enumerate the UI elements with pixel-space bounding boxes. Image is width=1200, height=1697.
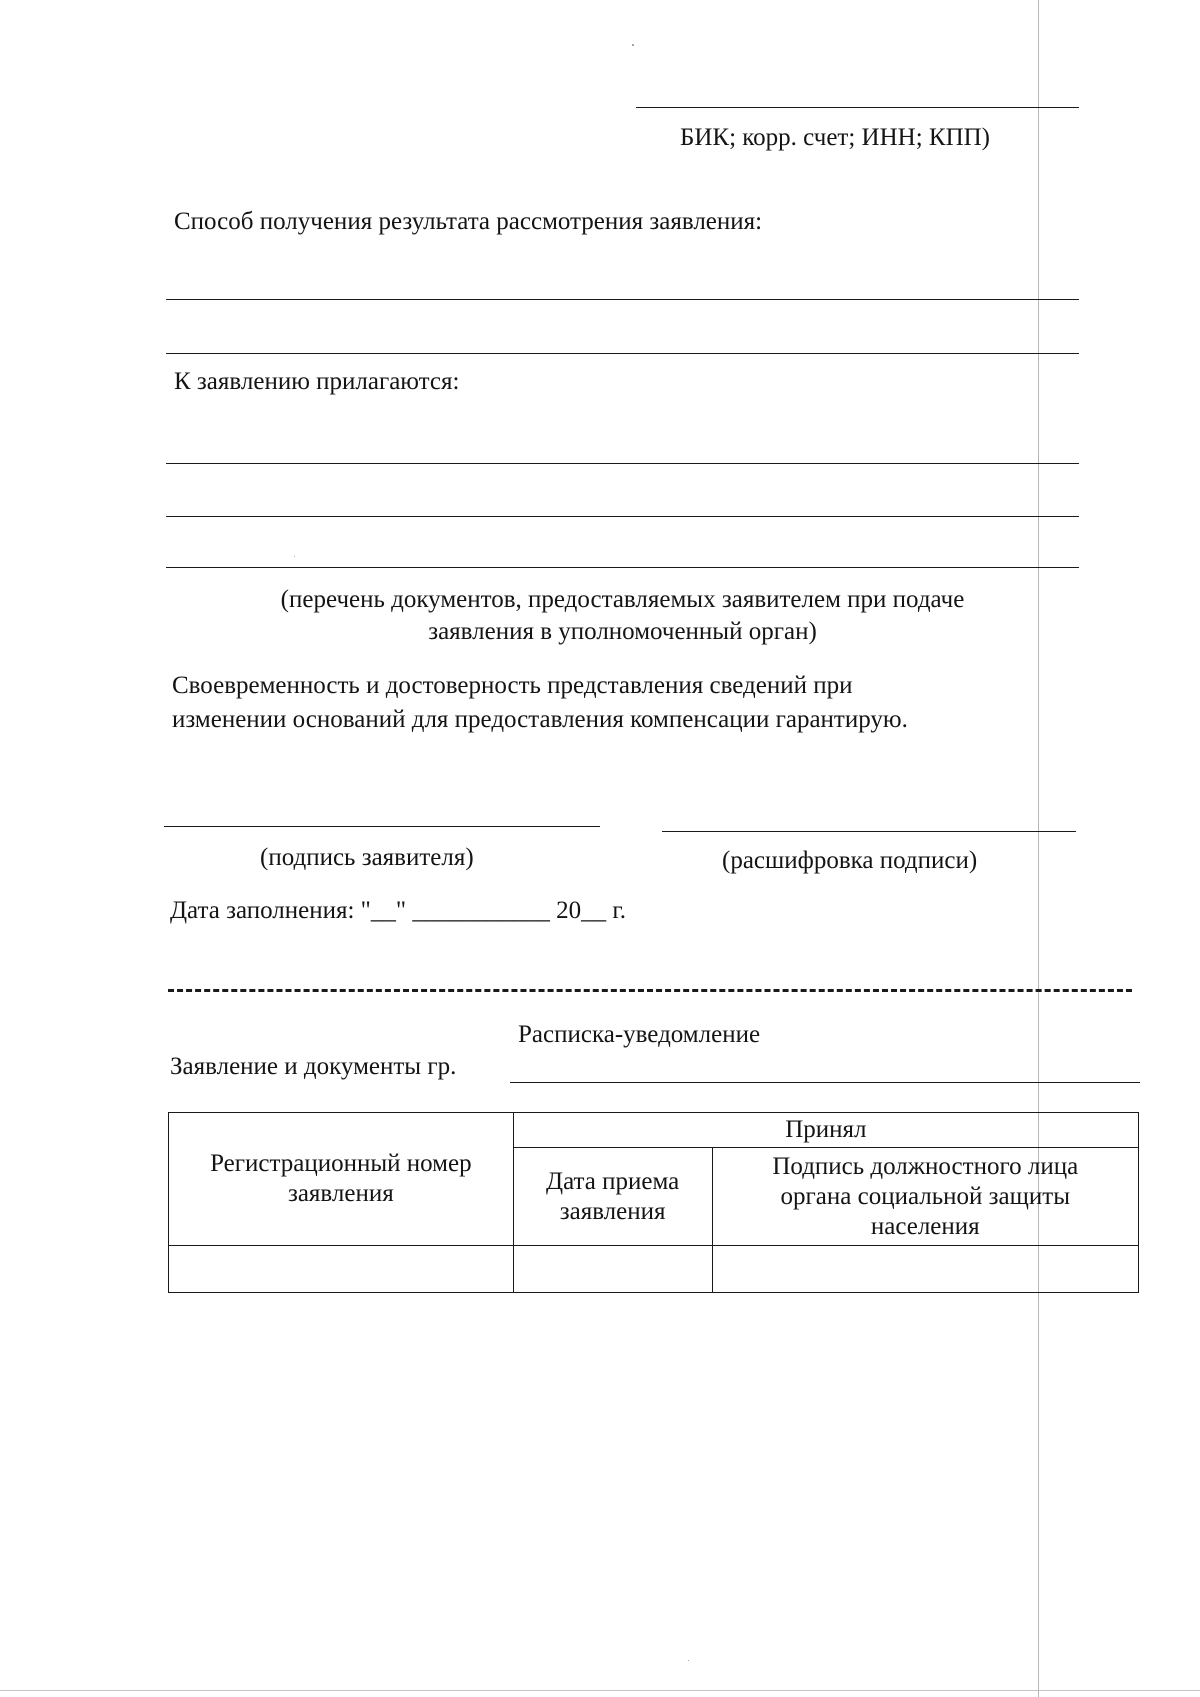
scan-speck [632,44,634,46]
reg-number-header: Регистрационный номер заявления [169,1113,514,1246]
table-row [169,1246,1139,1293]
fill-date-day-field[interactable]: __ [370,897,396,924]
signature-decoding-line[interactable] [662,831,1076,832]
attachments-line-1[interactable] [166,463,1079,464]
attachments-caption [170,584,1075,648]
guarantee-line-2: изменении оснований для предоставления компенсации гарантирую. [172,706,908,733]
official-signature-cell[interactable] [712,1246,1138,1293]
attachments-line-3[interactable] [166,567,1079,568]
accept-date-header: Дата приема заявления [513,1148,712,1246]
official-signature-header: Подпись должностного лица органа социальной защиты населения [712,1148,1138,1246]
receipt-method-line-1[interactable] [166,299,1079,300]
fill-date-month-field[interactable]: ___________ [412,897,550,924]
receipt-applicant-label: Заявление и документы гр. [170,1053,457,1080]
receipt-title: Расписка-уведомление [518,1021,761,1048]
fill-date-prefix: Дата заполнения: " [170,897,371,924]
attachments-label: К заявлению прилагаются: [174,368,460,395]
scan-bottom-edge [0,1690,1200,1691]
bank-details-line[interactable] [636,107,1079,108]
receipt-method-line-2[interactable] [166,353,1079,354]
scan-speck [294,556,295,557]
attachments-caption-line-1: (перечень документов, предоставляемых заявителем при подаче [280,586,965,613]
scan-speck [688,1660,689,1661]
scan-fold-line [1038,0,1039,1697]
cut-line [168,989,1132,992]
fill-date-quote-close: " [395,897,407,924]
accept-date-cell[interactable] [513,1246,712,1293]
reg-number-cell[interactable] [169,1246,514,1293]
receipt-method-label: Способ получения результата рассмотрения заявления: [174,208,763,235]
fill-date-suffix: г. [612,897,627,924]
fill-date-year-field[interactable]: __ [581,897,607,924]
signature-line[interactable] [164,826,600,827]
attachments-caption-line-2: заявления в уполномоченный орган) [428,618,817,645]
bank-details-caption: БИК; корр. счет; ИНН; КПП) [680,124,991,151]
signature-decoding-caption: (расшифровка подписи) [722,847,978,874]
attachments-line-2[interactable] [166,516,1079,517]
signature-caption: (подпись заявителя) [260,844,474,871]
fill-date-year-prefix: 20 [556,897,582,924]
receipt-applicant-line[interactable] [510,1082,1140,1083]
receipt-table [168,1112,1139,1293]
fill-date-row [170,895,626,927]
accepted-header: Принял [513,1113,1138,1148]
guarantee-line-1: Своевременность и достоверность представления сведений при [172,672,853,699]
